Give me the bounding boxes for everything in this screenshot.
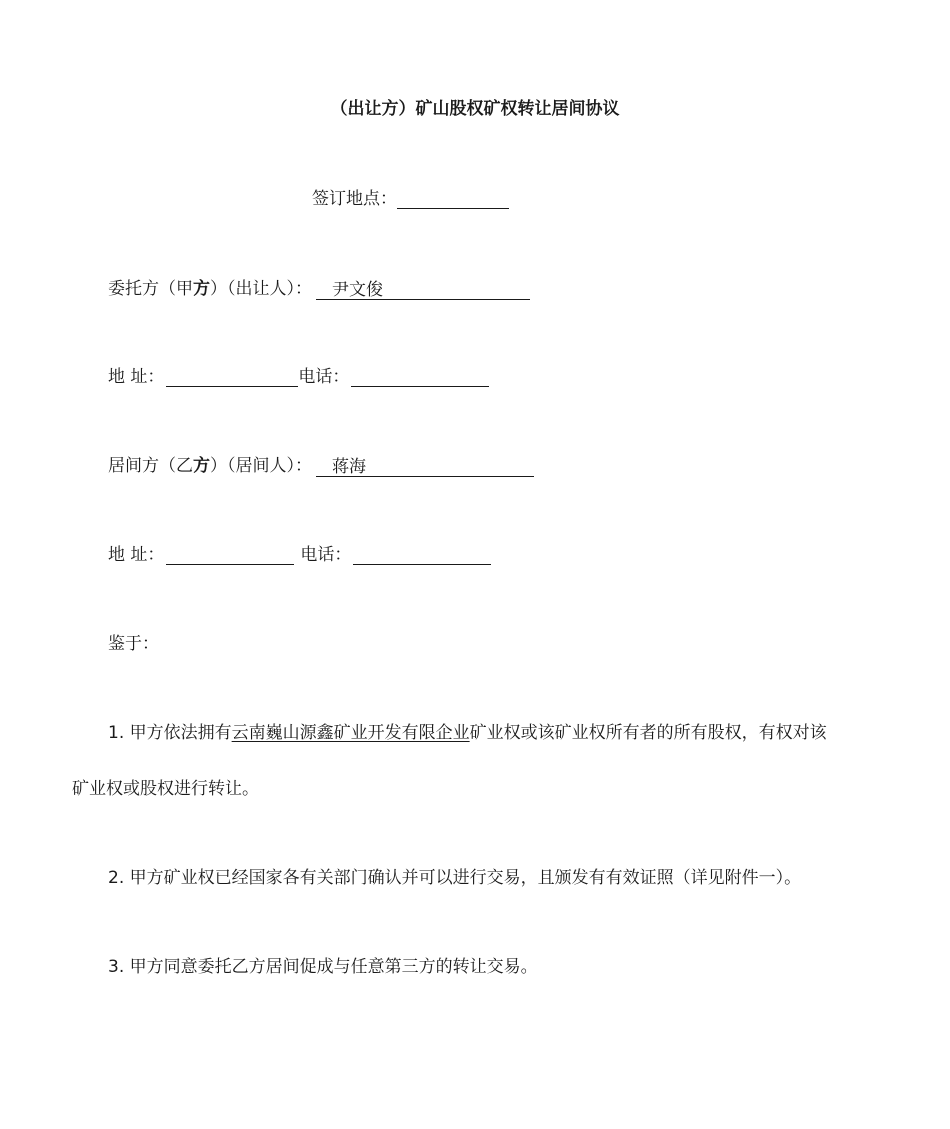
party-b-name-field[interactable]: 蒋海: [316, 455, 534, 477]
clause-1-pre: 1. 甲方依法拥有: [108, 723, 232, 743]
party-a-name-field[interactable]: 尹文俊: [316, 278, 530, 300]
party-a-contact-line: [108, 365, 489, 389]
clause-3: 3. 甲方同意委托乙方居间促成与任意第三方的转让交易。: [108, 957, 538, 977]
party-a-phone-blank[interactable]: [351, 366, 489, 387]
party-a-label-bold: 方: [193, 279, 210, 299]
clause-1-line-1: [108, 721, 827, 745]
party-b-label-post: ）（居间人）：: [210, 456, 312, 476]
sign-place-label: 签订地点：: [312, 189, 397, 209]
party-b-address-blank[interactable]: [166, 544, 294, 565]
party-a-label-post: ）（出让人）：: [210, 279, 312, 299]
whereas-label: 鉴于：: [108, 634, 159, 654]
clause-1-company: 云南巍山源鑫矿业开发有限企业: [231, 723, 470, 743]
party-a-label-pre: 委托方（甲: [108, 279, 193, 299]
party-b-phone-label: 电话：: [300, 545, 352, 565]
sign-place-blank[interactable]: [397, 188, 509, 209]
document-title: （出让方）矿山股权矿权转让居间协议: [330, 99, 620, 119]
party-a-address-blank[interactable]: [166, 366, 298, 387]
party-b-line: [108, 454, 534, 478]
party-a-phone-label: 电话：: [298, 367, 350, 387]
clause-1-line-2: 矿业权或股权进行转让。: [72, 779, 259, 799]
party-b-label-pre: 居间方（乙: [108, 456, 193, 476]
party-b-label-bold: 方: [193, 456, 210, 476]
party-a-line: [108, 277, 530, 301]
clause-1-post: 矿业权或该矿业权所有者的所有股权，有权对该: [469, 723, 827, 743]
party-b-address-label: 地 址：: [108, 545, 165, 565]
clause-2: 2. 甲方矿业权已经国家各有关部门确认并可以进行交易，且颁发有有效证照（详见附件一）。: [108, 868, 802, 888]
party-a-address-label: 地 址：: [108, 367, 165, 387]
party-b-contact-line: [108, 543, 491, 567]
party-b-phone-blank[interactable]: [353, 544, 491, 565]
sign-place-line: [312, 187, 509, 211]
